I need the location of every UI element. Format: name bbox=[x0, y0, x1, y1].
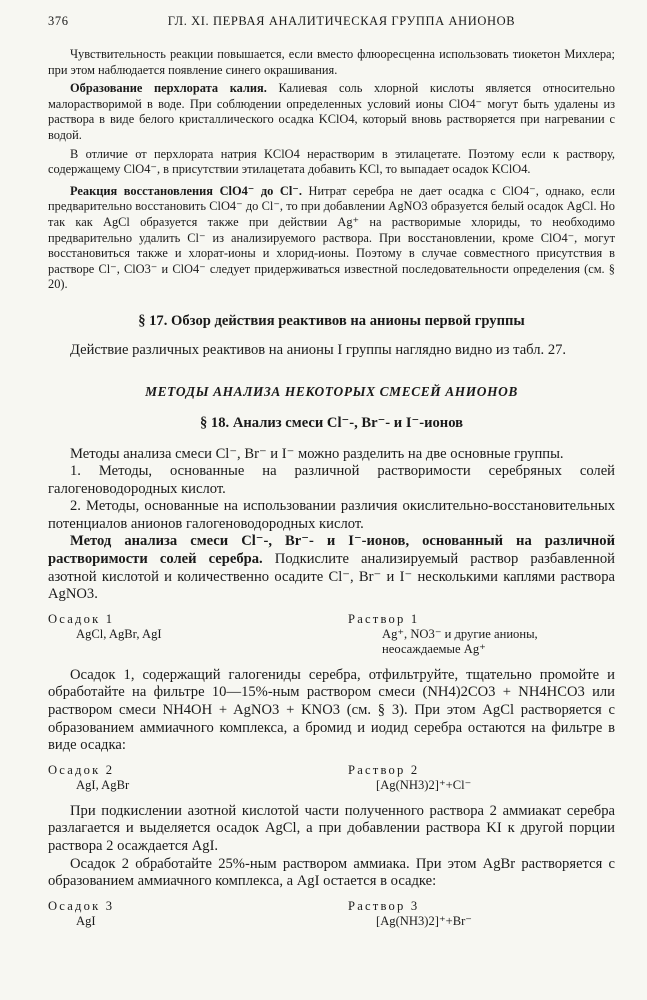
precipitate-label: Осадок 3 bbox=[48, 898, 115, 913]
paragraph-text: Подкислите анализируемый раствор разбавленной азотной кислотой и количественно осадите Cl⁻, Br⁻ и I⁻ несколькими каплями раствора AgNO3. bbox=[48, 551, 615, 603]
solution-value: [Ag(NH3)2]⁺+Br⁻ bbox=[376, 913, 472, 928]
paragraph: При подкислении азотной кислотой части полученного раствора 2 аммиакат серебра разлагается и выделяется осадок AgCl, а при добавлении раствора KI к другой порции раствора 2 осаждается AgI. bbox=[48, 802, 615, 854]
paragraph-text: Нитрат серебра не дает осадка с ClO4⁻, однако, если предварительно восстановить ClO4⁻ до Cl⁻, то при добавлении AgNO3 образуется белый осадок AgCl. Но так как AgCl образуется также при действии Ag⁺ на растворимые хлориды, то необходимо предварительно удалить Cl⁻ из анализируемого раствора. При восстановлении, кроме ClO4⁻, могут восстановиться также и хлорат-ионы и хлорид-ионы. Поэтому в случае совместного присутствия в растворе Cl⁻, ClO3⁻ и ClO4⁻ следует придерживаться известной последовательности определения (см. § 20). bbox=[48, 183, 615, 292]
paragraph bbox=[48, 533, 615, 603]
run-in-heading: Метод анализа смеси Cl⁻-, Br⁻- и I⁻-ионов, основанный на различной растворимости солей серебра. bbox=[48, 533, 615, 568]
paragraph: В отличие от перхлората натрия KClO4 нерастворим в этилацетате. Поэтому если к раствору, содержащему ClO4⁻, в присутствии этилацетата добавить KCl, то выпадает осадок KClO4. bbox=[48, 146, 615, 177]
precipitate-value: AgI bbox=[76, 913, 96, 928]
page-header bbox=[48, 14, 615, 29]
solution-value: Ag⁺, NO3⁻ и другие анионы, неосаждаемые Ag⁺ bbox=[382, 626, 538, 656]
solution-label: Раствор 3 bbox=[348, 898, 420, 913]
precipitate-label: Осадок 2 bbox=[48, 762, 115, 777]
paragraph-text: Калиевая соль хлорной кислоты является относительно малорастворимой в воде. При соблюдении определенных условий ионы ClO4⁻ могут быть удалены из раствора в виде белого кристаллического осадка KClO4, который вновь растворяется при нагревании с водой. bbox=[48, 81, 615, 142]
paragraph: Чувствительность реакции повышается, если вместо флюоресценна использовать тиокетон Михлера; при этом наблюдается появление синего окрашивания. bbox=[48, 47, 615, 77]
paragraph: 1. Методы, основанные на различной растворимости серебряных солей галогеноводородных кислот. bbox=[48, 463, 615, 497]
paragraph: 2. Методы, основанные на использовании различия окислительно-восстановительных потенциалов анионов галогеноводородных кислот. bbox=[48, 498, 615, 532]
section-18-body bbox=[48, 446, 615, 929]
scheme-3 bbox=[48, 899, 615, 929]
solution-label: Раствор 1 bbox=[348, 611, 420, 626]
paragraph: Методы анализа смеси Cl⁻, Br⁻ и I⁻ можно разделить на две основные группы. bbox=[70, 445, 564, 462]
paragraph: Осадок 2 обработайте 25%-ным раствором аммиака. При этом AgBr растворяется с образованием аммиачного комплекса, а AgI остается в осадке: bbox=[48, 855, 615, 890]
solution-value: [Ag(NH3)2]⁺+Cl⁻ bbox=[376, 777, 472, 792]
paragraph bbox=[48, 81, 615, 143]
methods-heading: МЕТОДЫ АНАЛИЗА НЕКОТОРЫХ СМЕСЕЙ АНИОНОВ bbox=[145, 383, 518, 399]
run-in-heading: Реакция восстановления ClO4⁻ до Cl⁻. bbox=[70, 183, 302, 198]
section-17-title: § 17. Обзор действия реактивов на анионы первой группы bbox=[138, 312, 525, 329]
running-title: ГЛ. XI. ПЕРВАЯ АНАЛИТИЧЕСКАЯ ГРУППА АНИОНОВ bbox=[167, 14, 516, 28]
page-number: 376 bbox=[48, 14, 69, 28]
scheme-1 bbox=[48, 612, 615, 657]
paragraph bbox=[48, 184, 615, 293]
paragraph: Действие различных реактивов на анионы I группы наглядно видно из табл. 27. bbox=[70, 341, 567, 358]
scheme-2 bbox=[48, 763, 615, 793]
precipitate-value: AgCl, AgBr, AgI bbox=[76, 626, 162, 641]
top-section bbox=[48, 47, 615, 293]
section-18-title: § 18. Анализ смеси Cl⁻-, Br⁻- и I⁻-ионов bbox=[199, 414, 464, 431]
solution-label: Раствор 2 bbox=[348, 762, 420, 777]
precipitate-label: Осадок 1 bbox=[48, 611, 115, 626]
run-in-heading: Образование перхлората калия. bbox=[70, 81, 267, 96]
precipitate-value: AgI, AgBr bbox=[76, 777, 130, 792]
paragraph: Осадок 1, содержащий галогениды серебра, отфильтруйте, тщательно промойте и обработайте на фильтре 10—15%-ным раствором смеси (NH4)2CO3 + NH4HCO3 или раствором смеси NH4OH + AgNO3 + KNO3 (см. § 3). При этом AgCl растворяется с образованием аммиачного комплекса, а бромид и иодид серебра остаются на фильтре в виде осадка: bbox=[48, 666, 615, 754]
